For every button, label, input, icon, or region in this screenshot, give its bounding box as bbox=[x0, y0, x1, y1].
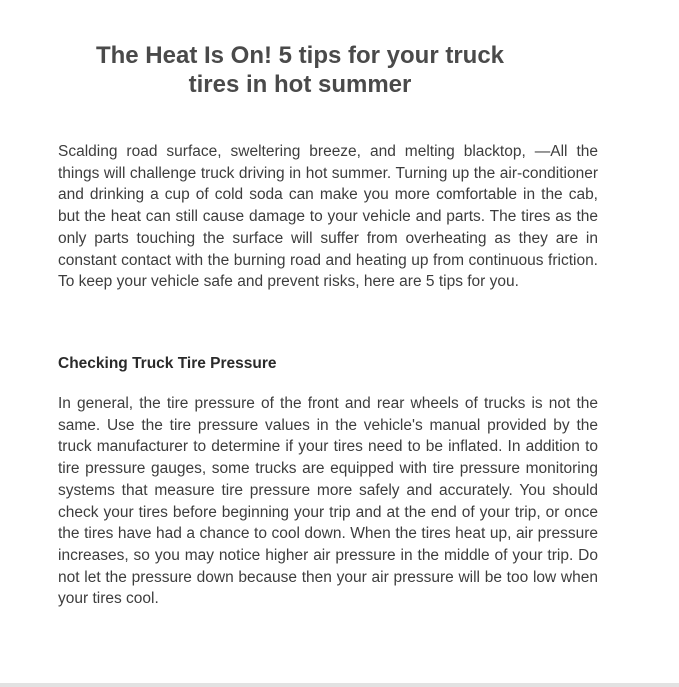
section-paragraph: In general, the tire pressure of the front and rear wheels of trucks is not the same. Use the tire pressure values in the vehicle's manual provided by the truck manufacturer to determine if your tires need to be inflated. In addition to tire pressure gauges, some trucks are equipped with tire pressure monitoring systems that measure tire pressure more safely and accurately. You should check your tires before beginning your trip and at the end of your trip, or once the tires have had a chance to cool down. When the tires heat up, air pressure increases, so you may notice higher air pressure in the middle of your trip. Do not let the pressure down because then your air pressure will be too low when your tires cool. bbox=[58, 395, 598, 608]
page-title bbox=[60, 41, 540, 99]
title-line-1: The Heat Is On! 5 tips for your truck bbox=[95, 42, 505, 69]
section-heading: Checking Truck Tire Pressure bbox=[58, 355, 277, 372]
page-bottom-divider bbox=[0, 683, 679, 687]
intro-paragraph: Scalding road surface, sweltering breeze, and melting blacktop, —All the things will challenge truck driving in hot summer. Turning up the air-conditioner and drinking a cup of cold soda can make you more comfortable in the cab, but the heat can still cause damage to your vehicle and parts. The tires as the only parts touching the surface will suffer from overheating as they are in constant contact with the burning road and heating up from continuous friction. To keep your vehicle safe and prevent risks, here are 5 tips for you. bbox=[58, 143, 598, 291]
title-line-2: tires in hot summer bbox=[188, 71, 412, 98]
